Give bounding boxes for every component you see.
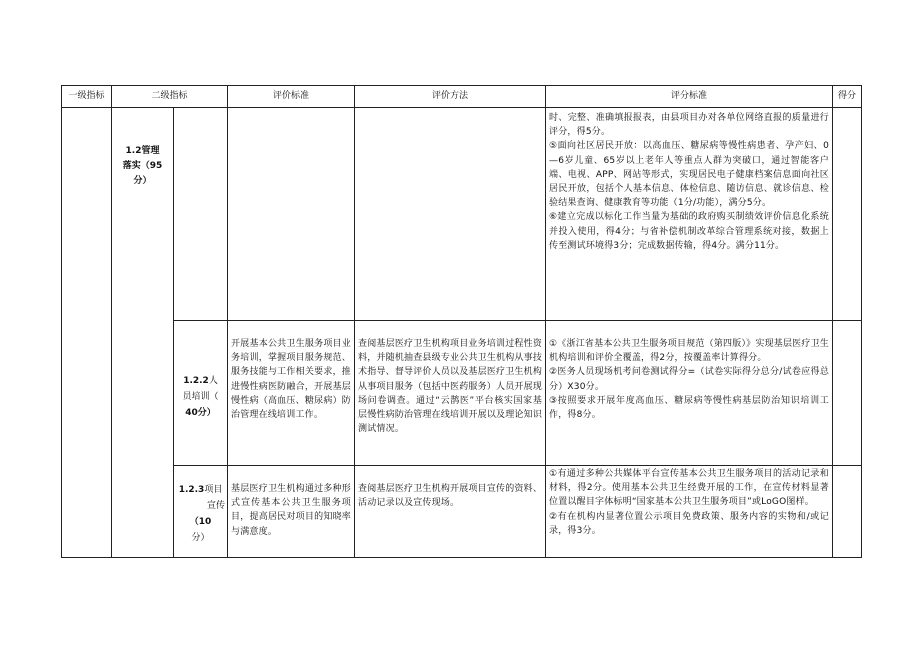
level2-line: 分）: [133, 176, 152, 186]
level3-text: 项目: [204, 485, 223, 495]
level3-text: 宣传: [207, 501, 226, 511]
evaluation-table: [61, 85, 862, 558]
standard-cell: [228, 108, 355, 321]
level3-text: 40分）: [185, 408, 216, 418]
header-method: 评价方法: [355, 86, 546, 108]
table-row: [62, 466, 862, 558]
level3-number: 1.2.3: [178, 485, 205, 495]
score-cell: [833, 466, 862, 558]
scoring-item: 时、完整、准确填报报表，由县项目办对各单位网络直报的质量进行评分，得5分。: [549, 113, 830, 138]
level3-text: 分）: [191, 533, 210, 543]
table-row: [62, 108, 862, 321]
level2-label: [112, 108, 173, 189]
scoring-item: ⑤面向社区居民开放：以高血压、糖尿病等慢性病患者、孕产妇、0—6岁儿童、65岁以上老年人等重点人群为突破口，通过智能客户端、电视、APP、网站等形式，实现居民电子健康档案信息面向社区居民开放，包括个人基本信息、体检信息、随访信息、就诊信息、检验结果查询、健康教育等功能（1分/功能），满分5分。: [549, 141, 830, 209]
header-level2: 二级指标: [112, 86, 228, 108]
table-row: [62, 321, 862, 466]
standard-cell: [228, 321, 355, 466]
method-cell: [355, 321, 546, 466]
scoring-item: ②有在机构内显著位置公示项目免费政策、服务内容的实物和/或记录，得3分。: [549, 511, 830, 536]
level3-label: [174, 321, 227, 421]
scoring-text: [546, 466, 832, 538]
header-standard: 评价标准: [228, 86, 355, 108]
score-cell: [833, 321, 862, 466]
level3-cell: [174, 108, 228, 321]
level2-line: 落实（95: [122, 161, 163, 171]
header-row: [62, 86, 862, 108]
scoring-text: [546, 108, 832, 253]
scoring-text: [546, 321, 832, 422]
scoring-cell: [546, 321, 833, 466]
level2-cell: [112, 108, 174, 558]
level1-cell: [62, 108, 112, 558]
level3-cell: [174, 466, 228, 558]
level3-number: 1.2.2: [183, 376, 209, 386]
method-text: 查阅基层医疗卫生机构开展项目宣传的资料、活动记录以及宣传现场。: [358, 484, 543, 509]
scoring-cell: [546, 108, 833, 321]
method-cell: [355, 466, 546, 558]
method-text: 查阅基层医疗卫生机构项目业务培训过程性资料，并随机抽查县级专业公共卫生机构从事技术指导、督导评价人员以及基层医疗卫生机构从事项目服务（包括中医药服务）人员开展现场问卷调查。通过“云鹊医”平台核实国家基层慢性病防治管理在线培训开展以及理论知识测试情况。: [358, 339, 543, 435]
level3-label: [174, 466, 227, 546]
level3-cell: [174, 321, 228, 466]
method-cell: [355, 108, 546, 321]
standard-text: 基层医疗卫生机构通过多种形式宣传基本公共卫生服务项目，提高居民对项目的知晓率与满意度。: [231, 484, 352, 537]
header-level1: 一级指标: [62, 86, 112, 108]
standard-text: 开展基本公共卫生服务项目业务培训，掌握项目服务规范、服务技能与工作相关要求，推进慢性病医防融合，开展基层慢性病（高血压、糖尿病）防治管理在线培训工作。: [231, 339, 352, 421]
scoring-cell: [546, 466, 833, 558]
scoring-item: ⑥建立完成以标化工作当量为基础的政府购买制绩效评价信息化系统并投入使用，得4分；与省补偿机制改革综合管理系统对接，数据上传至测试环境得3分；完成数据传输，得4分。满分11分。: [549, 212, 830, 251]
level3-text: 人: [208, 376, 218, 386]
scoring-item: ③按照要求开展年度高血压、糖尿病等慢性病基层防治知识培训工作，得8分。: [549, 395, 830, 421]
score-cell: [833, 108, 862, 321]
scoring-item: ②医务人员现场机考问卷测试得分=（试卷实际得分总分/试卷应得总分）X30分。: [549, 367, 830, 392]
level2-line: 1.2管理: [125, 146, 160, 156]
level3-text: 员培训（: [182, 392, 219, 402]
header-scoring: 评分标准: [546, 86, 833, 108]
header-score: 得分: [833, 86, 862, 108]
standard-cell: [228, 466, 355, 558]
scoring-item: ①《浙江省基本公共卫生服务项目规范（第四版）》实现基层医疗卫生机构培训和评价全覆盖，得2分，按覆盖率计算得分。: [549, 339, 830, 364]
scoring-item: ①有通过多种公共媒体平台宣传基本公共卫生服务项目的活动记录和材料，得2分。使用基本公共卫生经费开展的工作，在宣传材料显著位置以醒目字体标明“国家基本公共卫生服务项目”或LoGO图样。: [549, 469, 830, 508]
level3-text: （10: [189, 517, 212, 527]
